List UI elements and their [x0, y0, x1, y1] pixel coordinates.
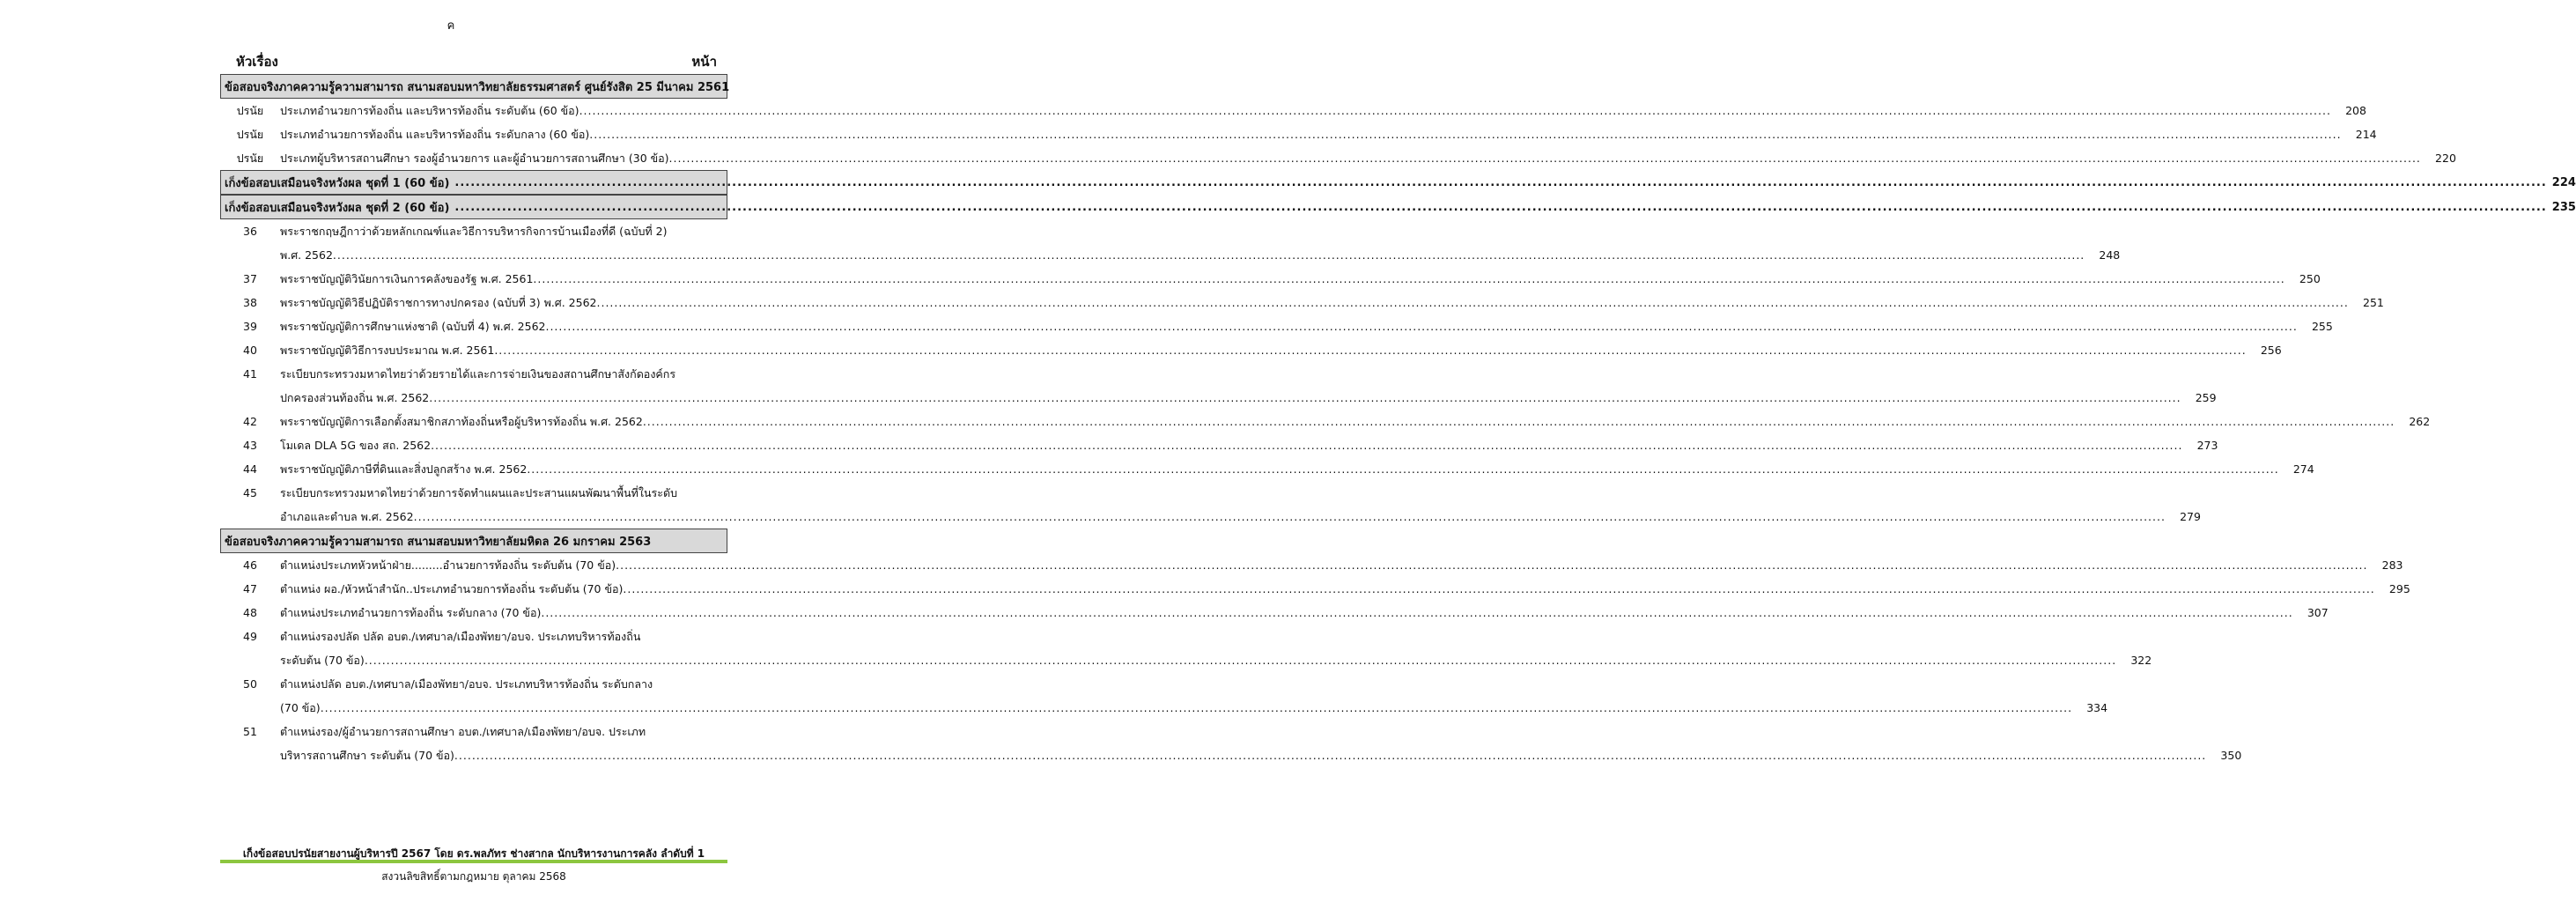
entry-title: ประเภทอำนวยการท้องถิ่น และบริหารท้องถิ่น ระดับต้น (60 ข้อ) — [280, 104, 579, 117]
topic-header: หัวเรื่อง — [236, 54, 278, 70]
leader-dots: ................................................................................................................................................................................................................................................................................................................................................................................................................ — [596, 296, 2349, 309]
entry-page-number: 248 — [2099, 248, 2121, 262]
toc-entry — [220, 601, 2329, 625]
leader-dots: ................................................................................................................................................................................................................................................................................................................................................................................................................ — [545, 320, 2298, 333]
toc-entry — [220, 314, 2333, 338]
entry-number: 38 — [243, 296, 257, 309]
entry-page-number: 255 — [2311, 320, 2333, 333]
toc-section-heading — [220, 74, 730, 99]
section-title: ข้อสอบจริงภาคความรู้ความสามารถ สนามสอบมหาวิทยาลัยมหิดล 26 มกราคม 2563 — [225, 535, 652, 549]
entry-title: ประเภทอำนวยการท้องถิ่น และบริหารท้องถิ่น ระดับกลาง (60 ข้อ) — [280, 128, 590, 141]
entry-title: พ.ศ. 2562 — [280, 248, 333, 262]
leader-dots: ................................................................................................................................................................................................................................................................................................................................................................................................................ — [320, 701, 2073, 714]
entry-title: ตำแหน่งรองปลัด ปลัด อบต./เทศบาล/เมืองพัทยา/อบจ. ประเภทบริหารท้องถิ่น — [280, 630, 641, 643]
entry-title: พระราชบัญญัติวินัยการเงินการคลังของรัฐ พ.ศ. 2561 — [280, 272, 534, 285]
toc-entry — [220, 267, 2321, 291]
entry-title: อำเภอและตำบล พ.ศ. 2562 — [280, 510, 414, 523]
toc-entry — [220, 553, 2403, 577]
entry-title: พระราชบัญญัติวิธีปฏิบัติราชการทางปกครอง (ฉบับที่ 3) พ.ศ. 2562 — [280, 296, 597, 309]
toc-entry — [220, 338, 2282, 362]
leader-dots: ................................................................................................................................................................................................................................................................................................................................................................................................................ — [364, 654, 2117, 667]
leader-dots: ................................................................................................................................................................................................................................................................................................................................................................................................................ — [413, 510, 2166, 523]
leader-dots: ................................................................................................................................................................................................................................................................................................................................................................................................................ — [494, 344, 2247, 357]
entry-page-number: 295 — [2388, 582, 2410, 595]
entry-title: บริหารสถานศึกษา ระดับต้น (70 ข้อ) — [280, 749, 454, 762]
leader-dots: ................................................................................................................................................................................................................................................................................................................................................................................................................ — [642, 415, 2395, 428]
entry-page-number: 262 — [2409, 415, 2431, 428]
entry-title: พระราชบัญญัติภาษีที่ดินและสิ่งปลูกสร้าง พ.ศ. 2562 — [280, 462, 528, 476]
entry-page-number: 283 — [2381, 558, 2403, 572]
toc-section-heading — [220, 195, 2576, 219]
entry-number: ปรนัย — [236, 128, 264, 141]
footer-divider — [220, 860, 727, 863]
entry-title: พระราชบัญญัติวิธีการงบประมาณ พ.ศ. 2561 — [280, 344, 495, 357]
entry-title: ประเภทผู้บริหารสถานศึกษา รองผู้อำนวยการ และผู้อำนวยการสถานศึกษา (30 ข้อ) — [280, 152, 669, 165]
toc-entry — [220, 362, 2217, 410]
entry-page-number: 251 — [2363, 296, 2384, 309]
entry-number: 37 — [243, 272, 257, 285]
entry-number: 46 — [243, 558, 257, 572]
footer-title: เก็งข้อสอบปรนัยสายงานผู้บริหารปี 2567 โดย ดร.พลภัทร ช่างสากล นักบริหารงานการคลัง ลำดับที่ 1 — [242, 847, 705, 860]
entry-number: 48 — [243, 606, 257, 619]
toc-entry — [220, 410, 2431, 433]
leader-dots: ................................................................................................................................................................................................................................................................................................................................................................................................................ — [579, 104, 2331, 117]
entry-page-number: 350 — [2220, 749, 2242, 762]
toc-entry — [220, 672, 2108, 720]
entry-number: 36 — [243, 225, 257, 238]
leader-dots: ................................................................................................................................................................................................................................................................................................................................................................................................................ — [533, 272, 2285, 285]
entry-title: โมเดล DLA 5G ของ สถ. 2562 — [280, 439, 432, 452]
entry-page-number: 208 — [2345, 104, 2366, 117]
entry-title: ตำแหน่งประเภทอำนวยการท้องถิ่น ระดับกลาง (70 ข้อ) — [280, 606, 542, 619]
table-of-contents — [220, 74, 2576, 767]
entry-page-number: 259 — [2195, 391, 2217, 404]
entry-number: 45 — [243, 486, 257, 499]
entry-title: ระเบียบกระทรวงมหาดไทยว่าด้วยรายได้และการจ่ายเงินของสถานศึกษาสังกัดองค์กร — [280, 367, 676, 381]
leader-dots: ................................................................................................................................................................................................................................................................................................................................................................................................................ — [454, 200, 2547, 214]
page-letter: ค — [447, 19, 455, 33]
entry-title: ระเบียบกระทรวงมหาดไทยว่าด้วยการจัดทำแผนและประสานแผนพัฒนาพื้นที่ในระดับ — [280, 486, 678, 499]
entry-page-number: 274 — [2292, 462, 2314, 476]
page-header: หน้า — [691, 54, 717, 70]
entry-page-number: 307 — [2307, 606, 2329, 619]
leader-dots: ................................................................................................................................................................................................................................................................................................................................................................................................................ — [431, 439, 2183, 452]
leader-dots: ................................................................................................................................................................................................................................................................................................................................................................................................................ — [589, 128, 2342, 141]
entry-page-number: 250 — [2299, 272, 2321, 285]
section-page-number: 224 — [2551, 175, 2576, 189]
entry-title: ระดับต้น (70 ข้อ) — [280, 654, 365, 667]
entry-page-number: 214 — [2355, 128, 2377, 141]
toc-entry — [220, 122, 2377, 146]
leader-dots: ................................................................................................................................................................................................................................................................................................................................................................................................................ — [429, 391, 2181, 404]
toc-section-heading — [220, 170, 2576, 195]
entry-title: พระราชกฤษฎีกาว่าด้วยหลักเกณฑ์และวิธีการบริหารกิจการบ้านเมืองที่ดี (ฉบับที่ 2) — [280, 225, 668, 238]
leader-dots: ................................................................................................................................................................................................................................................................................................................................................................................................................ — [616, 558, 2368, 572]
entry-number: 47 — [243, 582, 257, 595]
leader-dots: ................................................................................................................................................................................................................................................................................................................................................................................................................ — [623, 582, 2375, 595]
entry-number: 42 — [243, 415, 257, 428]
entry-title: ตำแหน่งปลัด อบต./เทศบาล/เมืองพัทยา/อบจ. ประเภทบริหารท้องถิ่น ระดับกลาง — [280, 677, 653, 691]
toc-section-heading — [220, 529, 727, 553]
entry-number: 49 — [243, 630, 257, 643]
entry-number: 50 — [243, 677, 257, 691]
toc-entry — [220, 625, 2152, 672]
entry-page-number: 322 — [2130, 654, 2152, 667]
leader-dots: ................................................................................................................................................................................................................................................................................................................................................................................................................ — [454, 175, 2547, 189]
section-title: เก็งข้อสอบเสมือนจริงหวังผล ชุดที่ 1 (60 ข้อ) — [225, 176, 450, 190]
entry-number: ปรนัย — [236, 152, 264, 165]
entry-title: ปกครองส่วนท้องถิ่น พ.ศ. 2562 — [280, 391, 430, 404]
leader-dots: ................................................................................................................................................................................................................................................................................................................................................................................................................ — [527, 462, 2279, 476]
entry-page-number: 334 — [2086, 701, 2108, 714]
entry-number: 39 — [243, 320, 257, 333]
leader-dots: ................................................................................................................................................................................................................................................................................................................................................................................................................ — [332, 248, 2085, 262]
leader-dots: ................................................................................................................................................................................................................................................................................................................................................................................................................ — [541, 606, 2293, 619]
toc-entry — [220, 577, 2410, 601]
toc-entry — [220, 720, 2242, 767]
section-title: ข้อสอบจริงภาคความรู้ความสามารถ สนามสอบมหาวิทยาลัยธรรมศาสตร์ ศูนย์รังสิต 25 มีนาคม 2561 — [225, 80, 730, 94]
leader-dots: ................................................................................................................................................................................................................................................................................................................................................................................................................ — [668, 152, 2421, 165]
entry-page-number: 256 — [2260, 344, 2282, 357]
entry-page-number: 279 — [2180, 510, 2201, 523]
toc-entry — [220, 219, 2121, 267]
entry-number: 43 — [243, 439, 257, 452]
entry-number: 44 — [243, 462, 257, 476]
entry-number: ปรนัย — [236, 104, 264, 117]
entry-title: ตำแหน่งประเภทหัวหน้าฝ่าย.........อำนวยการท้องถิ่น ระดับต้น (70 ข้อ) — [280, 558, 616, 572]
toc-entry — [220, 481, 2201, 529]
entry-title: พระราชบัญญัติการเลือกตั้งสมาชิกสภาท้องถิ่นหรือผู้บริหารท้องถิ่น พ.ศ. 2562 — [280, 415, 643, 428]
entry-page-number: 273 — [2196, 439, 2218, 452]
toc-entry — [220, 457, 2314, 481]
toc-entry — [220, 146, 2456, 170]
entry-page-number: 220 — [2435, 152, 2456, 165]
toc-entry — [220, 433, 2218, 457]
toc-entry — [220, 99, 2366, 122]
entry-title: (70 ข้อ) — [280, 701, 321, 714]
section-page-number: 235 — [2551, 200, 2576, 214]
entry-number: 40 — [243, 344, 257, 357]
entry-number: 41 — [243, 367, 257, 381]
entry-title: ตำแหน่งรอง/ผู้อำนวยการสถานศึกษา อบต./เทศบาล/เมืองพัทยา/อบจ. ประเภท — [280, 725, 646, 738]
leader-dots: ................................................................................................................................................................................................................................................................................................................................................................................................................ — [454, 749, 2207, 762]
entry-title: ตำแหน่ง ผอ./หัวหน้าสำนัก..ประเภทอำนวยการท้องถิ่น ระดับต้น (70 ข้อ) — [280, 582, 624, 595]
toc-entry — [220, 291, 2384, 314]
entry-number: 51 — [243, 725, 257, 738]
section-title: เก็งข้อสอบเสมือนจริงหวังผล ชุดที่ 2 (60 ข้อ) — [225, 201, 450, 215]
footer-copyright: สงวนลิขสิทธิ์ตามกฎหมาย ตุลาคม 2568 — [381, 870, 566, 883]
entry-title: พระราชบัญญัติการศึกษาแห่งชาติ (ฉบับที่ 4) พ.ศ. 2562 — [280, 320, 546, 333]
